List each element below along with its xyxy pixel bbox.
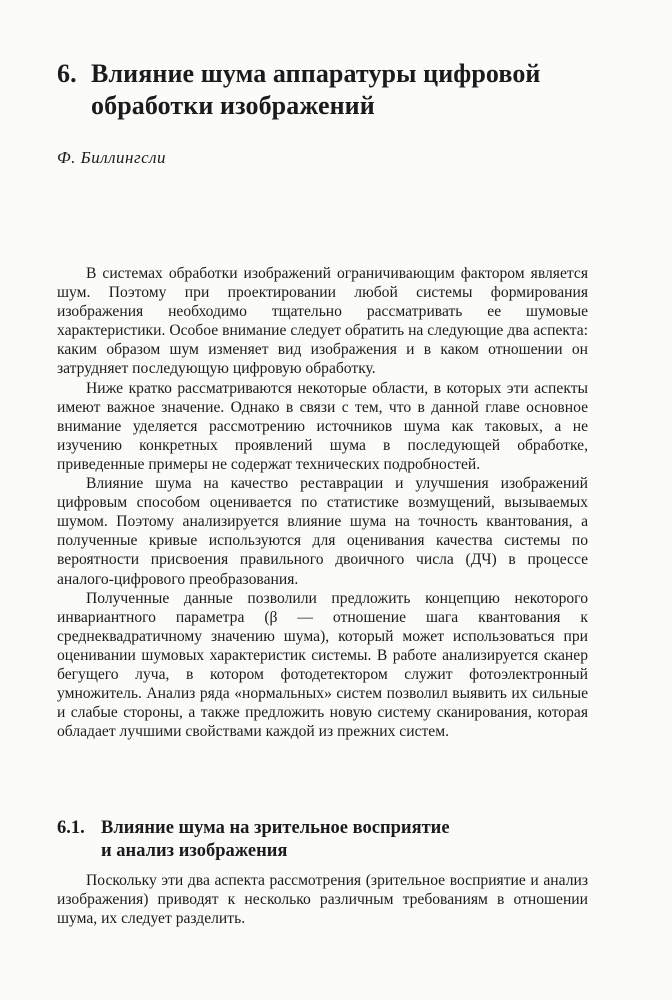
chapter-title-line1: Влияние шума аппаратуры цифровой xyxy=(91,59,541,88)
paragraph: В системах обработки изображений ограничивающим фактором является шум. Поэтому при проектировании любой системы формирования изображения необходимо тщательно рассматривать ее шумовые характеристики. Особое внимание следует обратить на следующие два аспекта: каким образом шум изменяет вид изображения и в каком отношении он затрудняет последующую цифровую обработку. xyxy=(57,265,588,378)
section-number: 6.1. xyxy=(57,818,85,838)
chapter-title xyxy=(57,58,617,122)
paragraph: Полученные данные позволили предложить концепцию некоторого инвариантного параметра (β — отношение шага квантования к среднеквадратичному значению шума), который может использоваться при оценивании шумовых характеристик системы. В работе анализируется сканер бегущего луча, в котором фотодетектором служит фотоэлектронный умножитель. Анализ ряда «нормальных» систем позволил выявить их сильные и слабые стороны, а также предложить новую систему сканирования, которая обладает лучшими свойствами каждой из прежних систем. xyxy=(57,589,588,741)
chapter-number: 6. xyxy=(57,59,77,88)
section-text xyxy=(57,871,588,928)
section-title-line1: Влияние шума на зрительное восприятие xyxy=(101,818,450,838)
chapter-intro-text xyxy=(57,264,588,741)
paragraph: Влияние шума на качество реставрации и улучшения изображений цифровым способом оценивается по статистике возмущений, вызываемых шумом. Поэтому анализируется влияние шума на точность квантования, а полученные кривые используются для оценивания качества системы по вероятности присвоения правильного двоичного числа (ДЧ) в процессе аналого-цифрового преобразования. xyxy=(57,475,588,588)
section-title-line2: и анализ изображения xyxy=(101,841,288,861)
author-name: Ф. Биллингсли xyxy=(57,148,167,167)
chapter-title-line2: обработки изображений xyxy=(91,91,375,120)
section-title xyxy=(57,817,450,863)
paragraph: Ниже кратко рассматриваются некоторые области, в которых эти аспекты имеют важное значение. Однако в связи с тем, что в данной главе основное внимание уделяется рассмотрению источников шума как таковых, а не изучению конкретных проявлений шума в последующей обработке, приведенные примеры не содержат технических подробностей. xyxy=(57,379,588,473)
paragraph: Поскольку эти два аспекта рассмотрения (зрительное восприятие и анализ изображения) приводят к несколько различным требованиям в отношении шума, их следует разделить. xyxy=(57,872,588,928)
